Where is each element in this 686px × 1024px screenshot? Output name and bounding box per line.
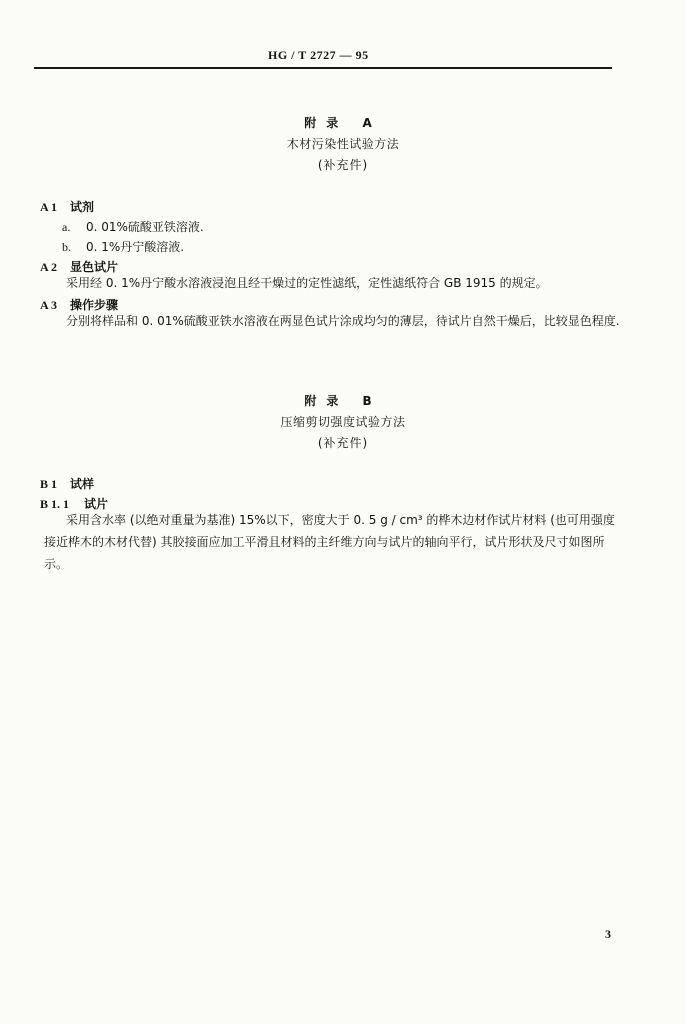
appendix-a-note: (补充件) [317,158,369,172]
section-number: B 1. 1 [40,497,70,511]
item-text: 0. 01%硫酸亚铁溶液. [86,220,204,234]
section-title: 试剂 [70,200,95,214]
appendix-b-label: 附录 B [304,394,382,408]
appendix-a-title: 木材污染性试验方法 [286,137,400,151]
list-item [62,218,204,235]
section-a3-body: 分别将样品和 0. 01%硫酸亚铁水溶液在两显色试片涂成均匀的薄层，待试片自然干燥后，比较显色程度. [66,314,620,328]
section-title: 显色试片 [70,260,119,274]
item-text: 0. 1%丹宁酸溶液. [86,240,185,254]
item-mark: b. [62,240,71,254]
section-b1-1-body: 采用含水率 (以绝对重量为基准) 15%以下，密度大于 0. 5 g / cm³ 的桦木边材作试片材料 (也可用强度接近桦木的木材代替) 其胶接面应加工平滑且材料的主纤维方向与试片的轴向平行，试片形状及尺寸如图所示。 [44,513,615,571]
item-mark: a. [62,220,71,234]
section-a1-heading [40,198,94,215]
section-number: A 1 [40,200,58,214]
header-rule [34,67,612,69]
section-number: A 2 [40,260,58,274]
section-a2-body: 采用经 0. 1%丹宁酸水溶液浸泡且经干燥过的定性滤纸，定性滤纸符合 GB 1915 的规定。 [66,276,548,290]
section-number: A 3 [40,298,58,312]
standard-code: HG / T 2727 — 95 [268,48,369,62]
section-b1-heading [40,475,94,492]
list-item [62,238,184,255]
page-number: 3 [605,927,611,941]
appendix-a-label: 附录 A [304,116,382,130]
section-title: 试片 [84,497,109,511]
section-title: 操作步骤 [70,298,119,312]
section-number: B 1 [40,477,58,491]
appendix-b-title: 压缩剪切强度试验方法 [280,415,406,429]
section-title: 试样 [70,477,95,491]
appendix-b-note: (补充件) [317,436,369,450]
